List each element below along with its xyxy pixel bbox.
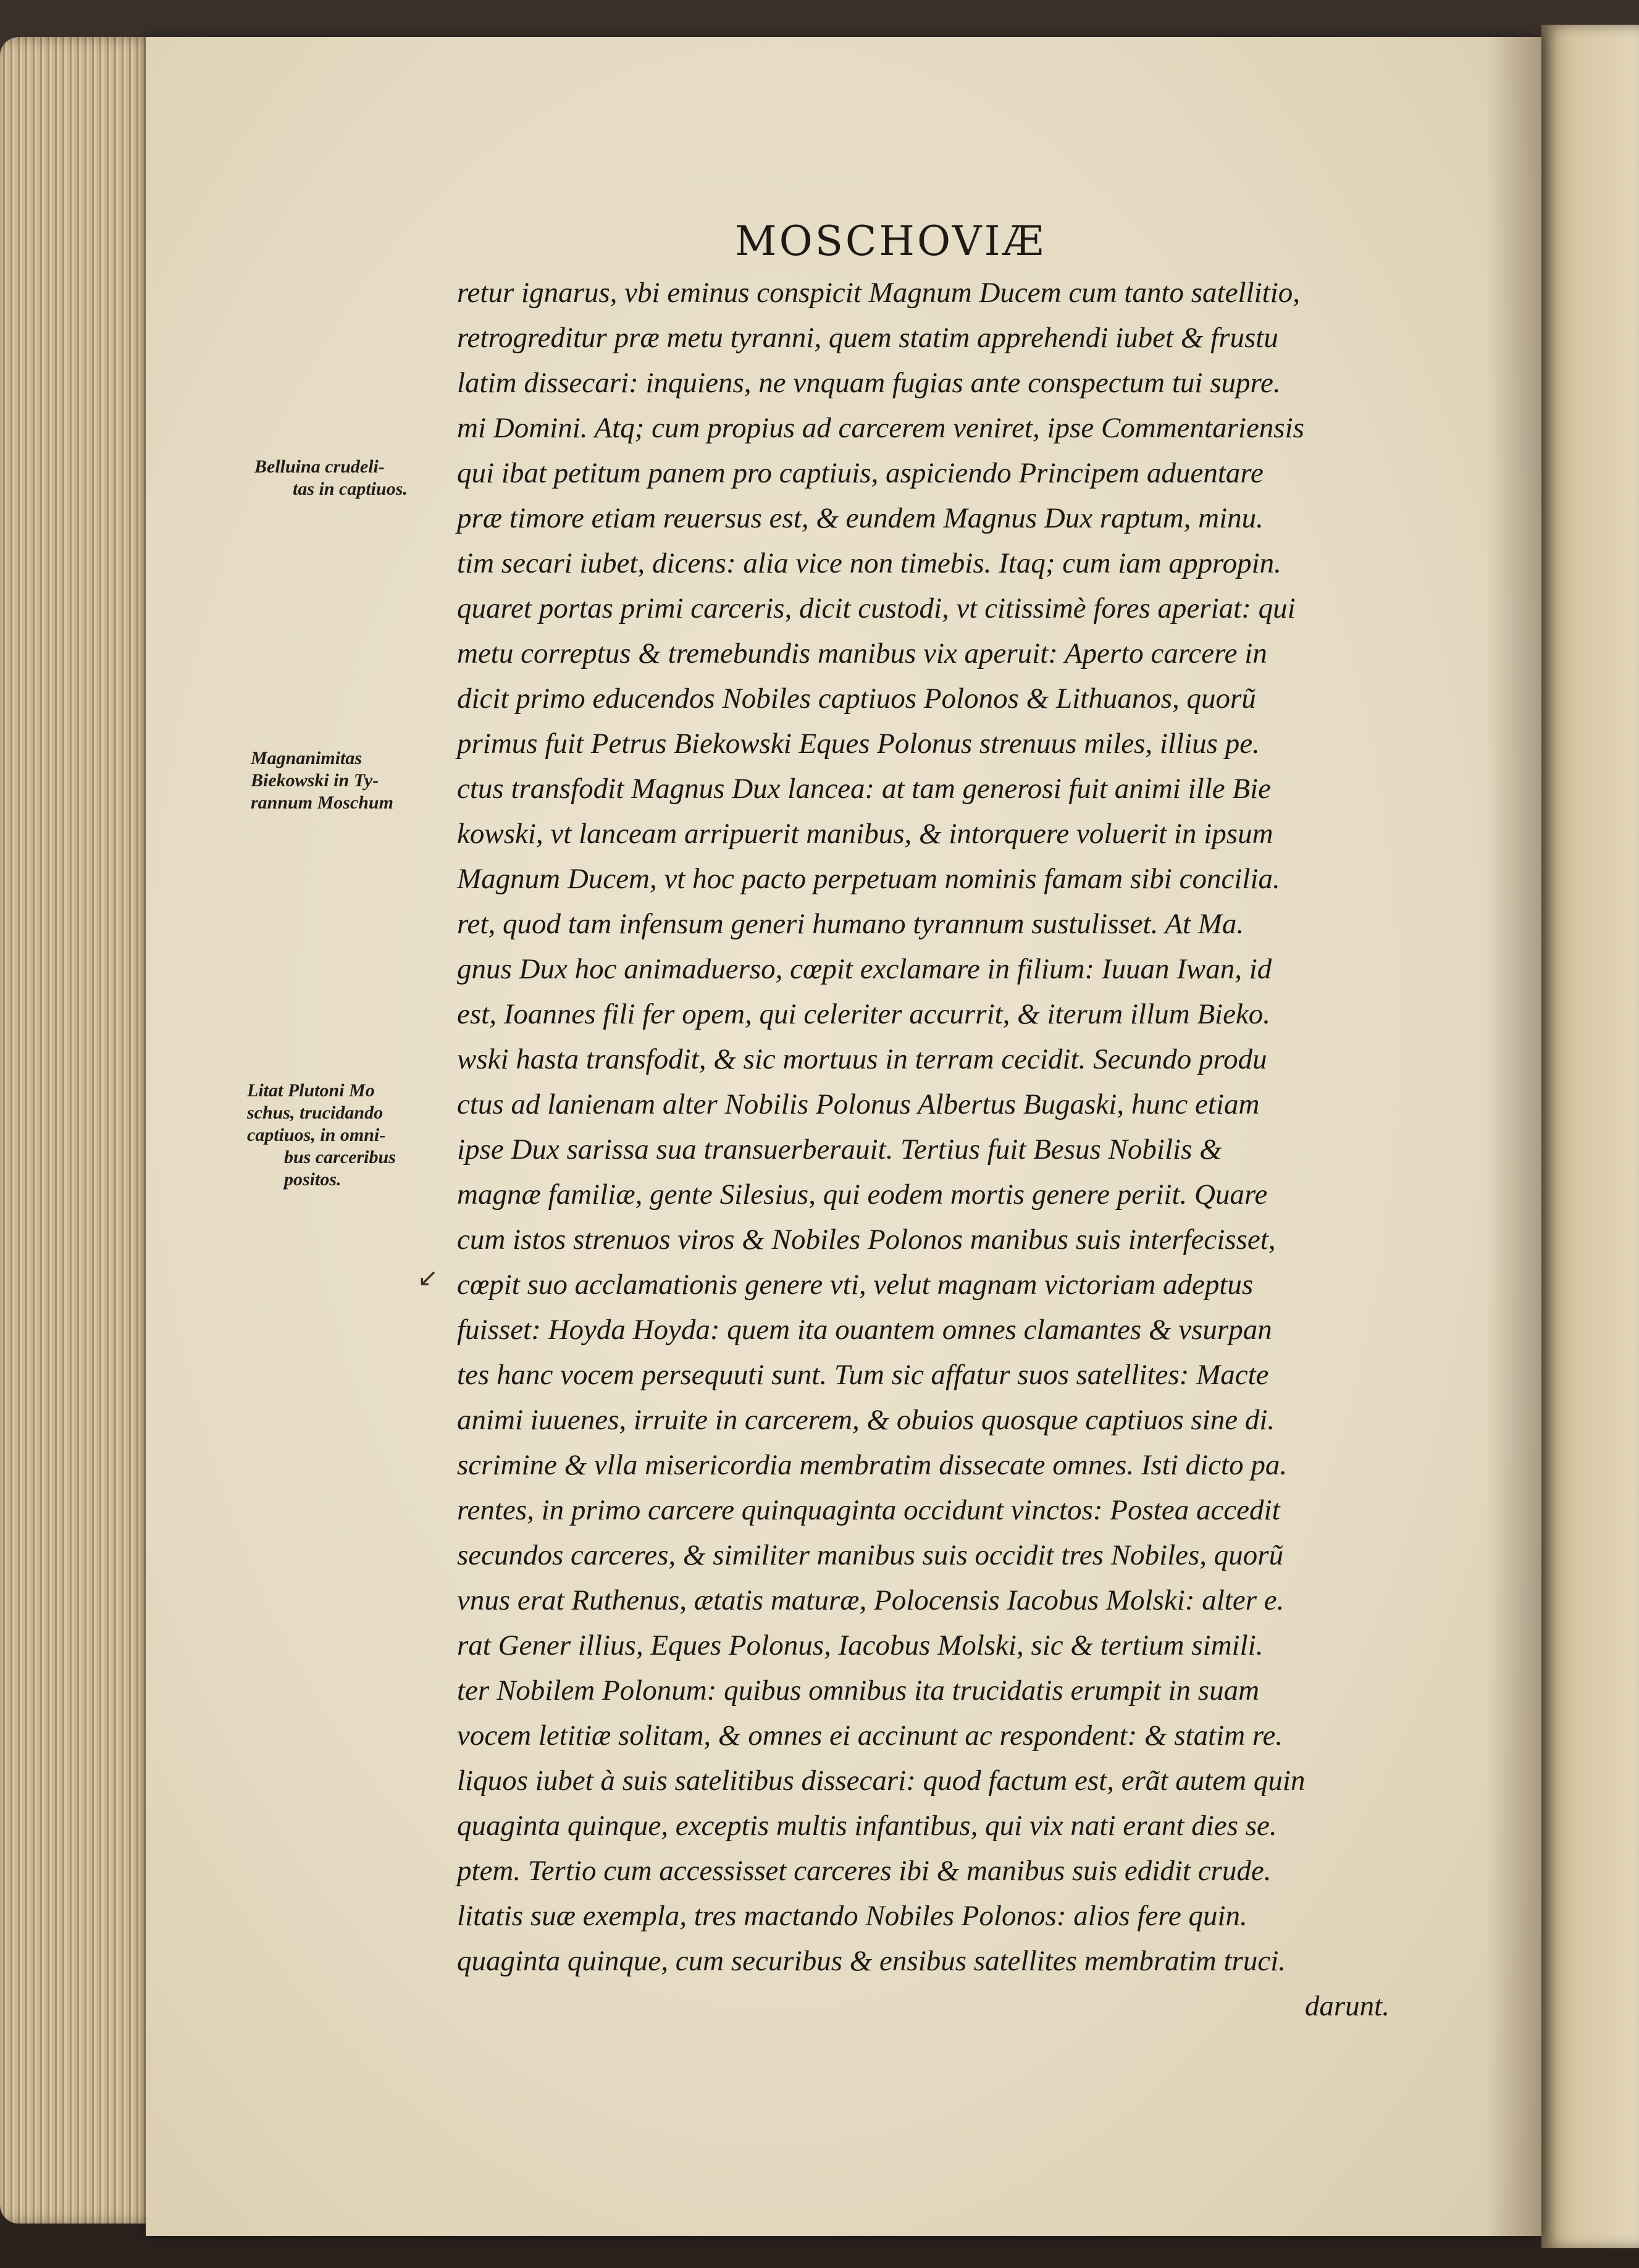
text-line: rentes, in primo carcere quinquaginta occidunt vinctos: Postea accedit xyxy=(457,1494,1280,1526)
text-line: quaginta quinque, exceptis multis infantibus, qui vix nati erant dies se. xyxy=(457,1810,1277,1842)
page-block-edges xyxy=(0,37,161,2224)
text-line: primus fuit Petrus Biekowski Eques Polonus strenuus miles, illius pe. xyxy=(457,728,1260,760)
marginal-note-line: Magnanimitas xyxy=(251,748,363,768)
text-line: magnæ familiæ, gente Silesius, qui eodem mortis genere periit. Quare xyxy=(457,1178,1268,1211)
text-line: secundos carceres, & similiter manibus suis occidit tres Nobiles, quorũ xyxy=(457,1539,1284,1571)
body-text xyxy=(457,271,1396,2029)
text-line: fuisset: Hoyda Hoyda: quem ita ouantem omnes clamantes & vsurpan xyxy=(457,1314,1272,1346)
text-line: ret, quod tam infensum generi humano tyrannum sustulisset. At Ma. xyxy=(457,908,1244,940)
marginal-note-line: tas in captiuos. xyxy=(293,479,408,499)
text-line: scrimine & vlla misericordia membratim dissecate omnes. Isti dicto pa. xyxy=(457,1449,1288,1481)
marginal-note-line: captiuos, in omni- xyxy=(247,1125,386,1145)
text-line: ptem. Tertio cum accessisset carceres ibi & manibus suis edidit crude. xyxy=(457,1855,1272,1887)
marginal-note-line: Belluina crudeli- xyxy=(254,456,385,477)
marginal-note-cruelty xyxy=(254,456,408,500)
text-line: metu correptus & tremebundis manibus vix aperuit: Aperto carcere in xyxy=(457,637,1267,670)
text-line: litatis suæ exempla, tres mactando Nobiles Polonos: alios fere quin. xyxy=(457,1900,1247,1932)
text-line: qui ibat petitum panem pro captiuis, aspiciendo Principem aduentare xyxy=(457,457,1264,489)
marginal-note-line: positos. xyxy=(284,1169,342,1190)
marginal-note-magnanimity xyxy=(251,747,393,814)
text-line: retrogreditur præ metu tyranni, quem statim apprehendi iubet & frustu xyxy=(457,322,1278,354)
text-line: liquos iubet à suis satelitibus dissecari: quod factum est, erãt autem quin xyxy=(457,1765,1306,1797)
text-line: vocem letitiæ solitam, & omnes ei accinunt ac respondent: & statim re. xyxy=(457,1720,1283,1752)
text-line: quaginta quinque, cum securibus & ensibus satellites membratim truci. xyxy=(457,1945,1286,1977)
marginal-note-pluto xyxy=(247,1080,396,1191)
text-line: tes hanc vocem persequuti sunt. Tum sic affatur suos satellites: Macte xyxy=(457,1359,1269,1391)
text-line: wski hasta transfodit, & sic mortuus in terram cecidit. Secundo produ xyxy=(457,1043,1267,1075)
text-line: Magnum Ducem, vt hoc pacto perpetuam nominis famam sibi concilia. xyxy=(457,863,1280,895)
text-line: cum istos strenuos viros & Nobiles Polonos manibus suis interfecisset, xyxy=(457,1224,1276,1256)
text-line: est, Ioannes fili fer opem, qui celeriter accurrit, & iterum illum Bieko. xyxy=(457,998,1271,1030)
text-line: mi Domini. Atq; cum propius ad carcerem veniret, ipse Commentariensis xyxy=(457,412,1304,444)
text-line: latim dissecari: inquiens, ne vnquam fugias ante conspectum tui supre. xyxy=(457,367,1281,399)
text-line: præ timore etiam reuersus est, & eundem Magnus Dux raptum, minu. xyxy=(457,502,1264,534)
text-line: gnus Dux hoc animaduerso, cœpit exclamare in filium: Iuuan Iwan, id xyxy=(457,953,1272,985)
ink-mark-icon: ↙ xyxy=(417,1264,438,1292)
text-line: dicit primo educendos Nobiles captiuos Polonos & Lithuanos, quorũ xyxy=(457,682,1256,715)
text-line: kowski, vt lanceam arripuerit manibus, & intorquere voluerit in ipsum xyxy=(457,818,1273,850)
text-line-final: darunt. xyxy=(1304,1990,1390,2022)
text-line: rat Gener illius, Eques Polonus, Iacobus Molski, sic & tertium simili. xyxy=(457,1629,1264,1661)
facing-page-edge xyxy=(1541,25,1639,2248)
running-head: MOSCHOVIÆ xyxy=(735,217,1046,265)
text-line: animi iuuenes, irruite in carcerem, & obuios quosque captiuos sine di. xyxy=(457,1404,1275,1436)
marginal-note-line: bus carceribus xyxy=(284,1147,396,1167)
marginal-note-line: Litat Plutoni Mo xyxy=(247,1080,375,1101)
text-line: ctus ad lanienam alter Nobilis Polonus Albertus Bugaski, hunc etiam xyxy=(457,1088,1260,1120)
marginal-note-line: rannum Moschum xyxy=(251,792,393,813)
marginal-note-line: Biekowski in Ty- xyxy=(251,770,379,791)
marginal-note-line: schus, trucidando xyxy=(247,1102,384,1123)
text-line: ctus transfodit Magnus Dux lancea: at tam generosi fuit animi ille Bie xyxy=(457,773,1272,805)
text-line: cœpit suo acclamationis genere vti, velut magnam victoriam adeptus xyxy=(457,1269,1254,1301)
text-line: quaret portas primi carceris, dicit custodi, vt citissimè fores aperiat: qui xyxy=(457,592,1296,624)
text-line: tim secari iubet, dicens: alia vice non timebis. Itaq; cum iam appropin. xyxy=(457,547,1281,579)
text-line: ipse Dux sarissa sua transuerberauit. Tertius fuit Besus Nobilis & xyxy=(457,1133,1222,1166)
text-line: ter Nobilem Polonum: quibus omnibus ita trucidatis erumpit in suam xyxy=(457,1674,1260,1707)
text-line: vnus erat Ruthenus, ætatis maturæ, Polocensis Iacobus Molski: alter e. xyxy=(457,1584,1285,1616)
text-line: retur ignarus, vbi eminus conspicit Magnum Ducem cum tanto satellitio, xyxy=(457,277,1301,309)
